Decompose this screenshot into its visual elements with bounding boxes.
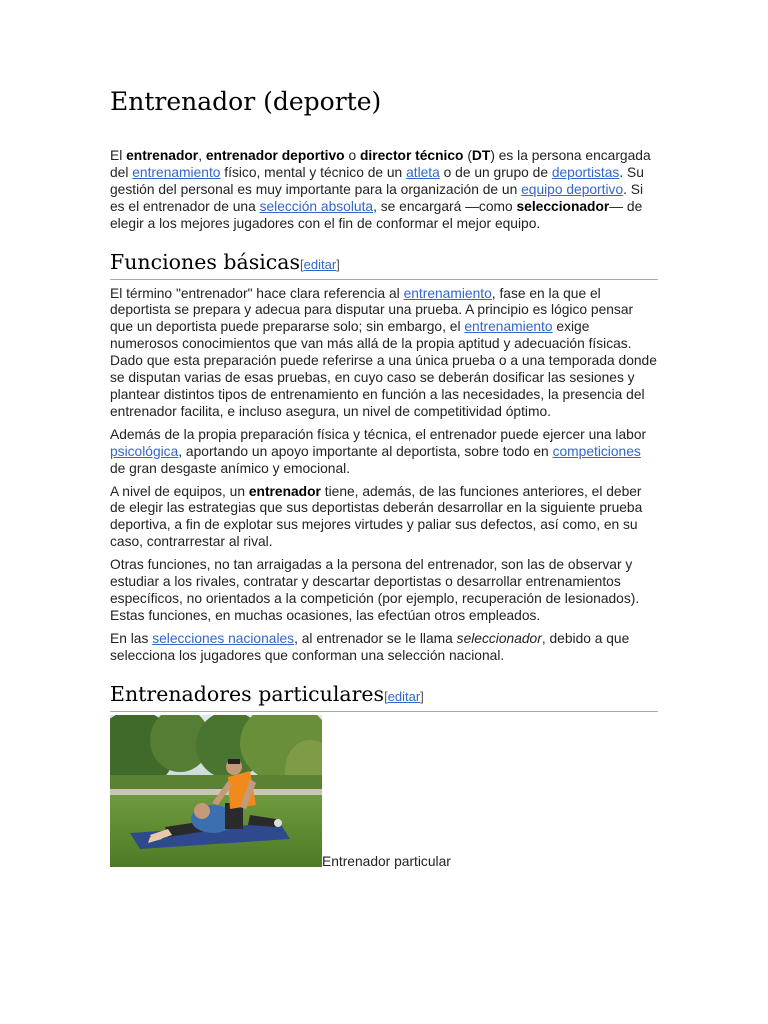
edit-section-link [384, 689, 424, 704]
link-selecciones-nacionales[interactable]: selecciones nacionales [152, 630, 295, 646]
text: , debido a que selecciona los jugadores que conforman una selección nacional. [110, 630, 630, 663]
text: El término "entrenador" hace clara referencia al [110, 285, 404, 301]
trainer-photo[interactable] [110, 715, 322, 867]
link-entrenamiento[interactable]: entrenamiento [403, 285, 492, 301]
section-heading-particulares [110, 681, 658, 712]
italic-term-seleccionador: seleccionador [456, 630, 542, 646]
text: — de elegir a los mejores jugadores con el fin de conformar el mejor equipo. [110, 198, 643, 231]
bracket: [ [300, 256, 304, 272]
link-psicologica[interactable]: psicológica [110, 443, 179, 459]
heading-text: Funciones básicas [110, 249, 301, 274]
paragraph-funciones-2 [110, 427, 658, 478]
text: , se encargará —como [373, 198, 517, 214]
link-atleta[interactable]: atleta [406, 164, 440, 180]
link-deportistas[interactable]: deportistas [551, 164, 620, 180]
article [110, 86, 658, 867]
bold-term-entrenador: entrenador [248, 483, 321, 499]
text: , al entrenador se le llama [294, 630, 457, 646]
page-title: Entrenador (deporte) [110, 87, 382, 116]
text: Además de la propia preparación física y técnica, el entrenador puede ejercer una labor [110, 426, 647, 442]
text: tiene, además, de las funciones anteriores, el deber de elegir las estrategias que sus deportistas deberán desarrollar en la siguiente prueba deportiva, a fin de explotar sus mejores virtudes y paliar sus defectos, así como, en su caso, contrarrestar al rival. [110, 483, 643, 550]
link-entrenamiento[interactable]: entrenamiento [132, 164, 221, 180]
bold-term-entrenador: entrenador [126, 148, 199, 163]
text: El [110, 148, 127, 163]
text: físico, mental y técnico de un [220, 164, 407, 180]
bold-term-seleccionador: seleccionador [516, 198, 610, 214]
text: exige numerosos conocimientos que van más allá de la propia aptitud y adecuación físicas. Dado que esta preparación puede referirse a una única prueba o a una temporada donde se disputan varias de esas pruebas, en cuyo caso se deberán dosificar las sesiones y plantear distintos tipos de entrenamiento en función a las necesidades, la presencia del entrenador facilita, e incluso asegura, un nivel de competitividad óptimo. [110, 319, 657, 419]
bracket: ] [420, 688, 424, 704]
edit-link[interactable]: editar [387, 688, 421, 704]
figure-entrenador-particular [110, 715, 658, 867]
link-equipo-deportivo[interactable]: equipo deportivo [521, 181, 624, 197]
text: . Su gestión del personal es muy importante para la organización de un [110, 164, 644, 197]
heading-text: Entrenadores particulares [110, 681, 385, 706]
text: Otras funciones, no tan arraigadas a la persona del entrenador, son las de observar y estudiar a los rivales, contratar y descartar deportistas o desarrollar entrenamientos específicos, no orientados a la competición (por ejemplo, recuperación de lesionados). Estas funciones, en muchas ocasiones, las efectúan otros empleados. [110, 557, 640, 623]
text: A nivel de equipos, un [110, 483, 249, 499]
intro-paragraph [110, 148, 658, 233]
text: de gran desgaste anímico y emocional. [110, 460, 351, 476]
text: ( [463, 148, 472, 163]
text: , [198, 148, 206, 163]
bracket: [ [384, 688, 388, 704]
text: o [344, 148, 360, 163]
edit-section-link [300, 257, 340, 272]
link-competiciones[interactable]: competiciones [552, 443, 641, 459]
bold-term-director-tecnico: director técnico [359, 148, 464, 163]
paragraph-funciones-3 [110, 484, 658, 552]
paragraph-funciones-4 [110, 557, 658, 625]
link-seleccion-absoluta[interactable]: selección absoluta [259, 198, 374, 214]
bracket: ] [336, 256, 340, 272]
text: , aportando un apoyo importante al deportista, sobre todo en [178, 443, 553, 459]
text: o de un grupo de [439, 164, 552, 180]
bold-term-entrenador-deportivo: entrenador deportivo [205, 148, 345, 163]
section-heading-funciones [110, 249, 658, 280]
figure-caption: Entrenador particular [322, 853, 451, 869]
bold-term-dt: DT [471, 148, 491, 163]
text: . Si es el entrenador de una [110, 181, 644, 214]
text: ) es la persona encargada del [110, 148, 651, 180]
text: , fase en la que el deportista se prepara y adecua para disputar una prueba. A principio es lógico pensar que un deportista puede prepararse solo; sin embargo, el [110, 285, 634, 335]
paragraph-funciones-1 [110, 286, 658, 421]
paragraph-funciones-5 [110, 631, 658, 665]
edit-link[interactable]: editar [303, 256, 337, 272]
text: En las [110, 630, 153, 646]
link-entrenamiento[interactable]: entrenamiento [464, 319, 553, 335]
